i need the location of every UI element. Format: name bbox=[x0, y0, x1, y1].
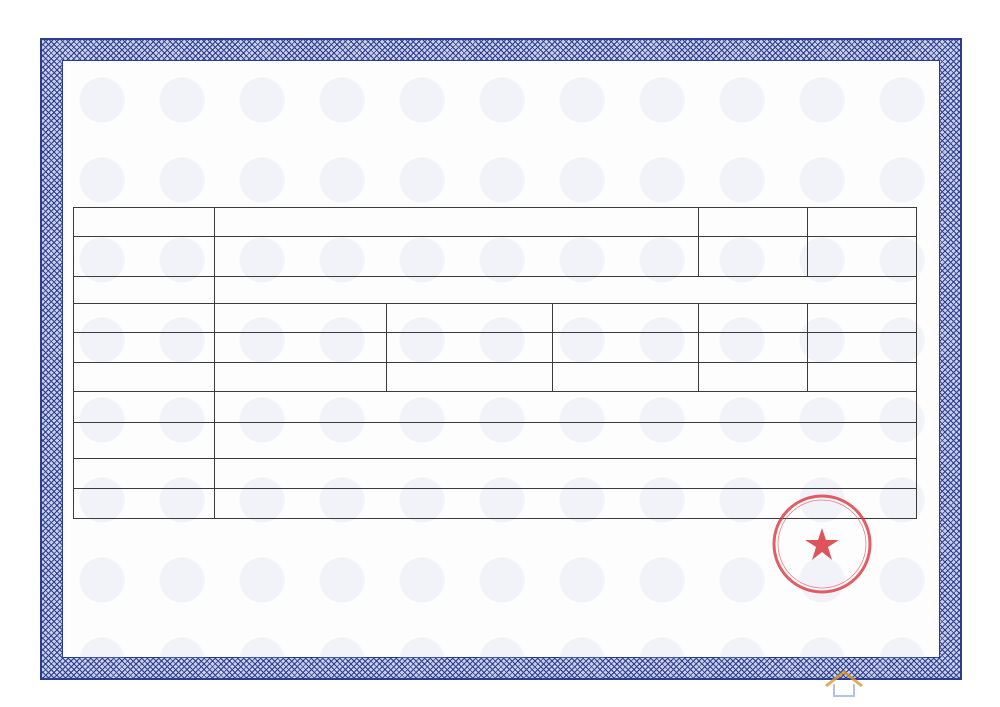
district-value bbox=[808, 237, 917, 277]
certificate-table bbox=[73, 207, 917, 519]
table-row bbox=[74, 277, 917, 304]
escrow-label bbox=[74, 423, 215, 459]
table-row bbox=[74, 333, 917, 363]
property-label bbox=[74, 459, 215, 489]
area-other bbox=[808, 333, 917, 363]
border-band-top bbox=[30, 20, 975, 34]
issue-date bbox=[668, 552, 742, 567]
area-office bbox=[553, 333, 699, 363]
units-residential bbox=[215, 363, 387, 392]
units-office bbox=[553, 363, 699, 392]
scope-value bbox=[215, 277, 917, 304]
border-band-left bbox=[23, 20, 37, 694]
table-row bbox=[74, 459, 917, 489]
table-row bbox=[74, 304, 917, 333]
developer-value bbox=[215, 208, 699, 237]
address-value bbox=[215, 237, 699, 277]
district-label bbox=[699, 237, 808, 277]
category-residential bbox=[215, 304, 387, 333]
bank-label bbox=[74, 392, 215, 423]
remarks-label bbox=[74, 489, 215, 519]
area-garage bbox=[699, 333, 808, 363]
project-name-value bbox=[808, 208, 917, 237]
project-name-label bbox=[699, 208, 808, 237]
scope-label bbox=[74, 277, 215, 304]
table-row bbox=[74, 208, 917, 237]
category-office bbox=[553, 304, 699, 333]
official-seal-icon bbox=[770, 492, 874, 596]
units-garage bbox=[699, 363, 808, 392]
table-row bbox=[74, 392, 917, 423]
border-band-right bbox=[963, 20, 977, 694]
units-label bbox=[74, 363, 215, 392]
category-other bbox=[808, 304, 917, 333]
area-label bbox=[74, 333, 215, 363]
escrow-value bbox=[215, 423, 917, 459]
issuing-authority bbox=[668, 530, 742, 545]
house-logo-icon bbox=[820, 662, 980, 702]
category-label bbox=[74, 304, 215, 333]
developer-label bbox=[74, 208, 215, 237]
address-label bbox=[74, 237, 215, 277]
category-commercial bbox=[387, 304, 553, 333]
table-row bbox=[74, 363, 917, 392]
table-row bbox=[74, 237, 917, 277]
bank-value bbox=[215, 392, 917, 423]
property-value bbox=[215, 459, 917, 489]
category-garage bbox=[699, 304, 808, 333]
area-residential bbox=[215, 333, 387, 363]
area-commercial bbox=[387, 333, 553, 363]
units-other bbox=[808, 363, 917, 392]
table-row bbox=[74, 423, 917, 459]
units-commercial bbox=[387, 363, 553, 392]
